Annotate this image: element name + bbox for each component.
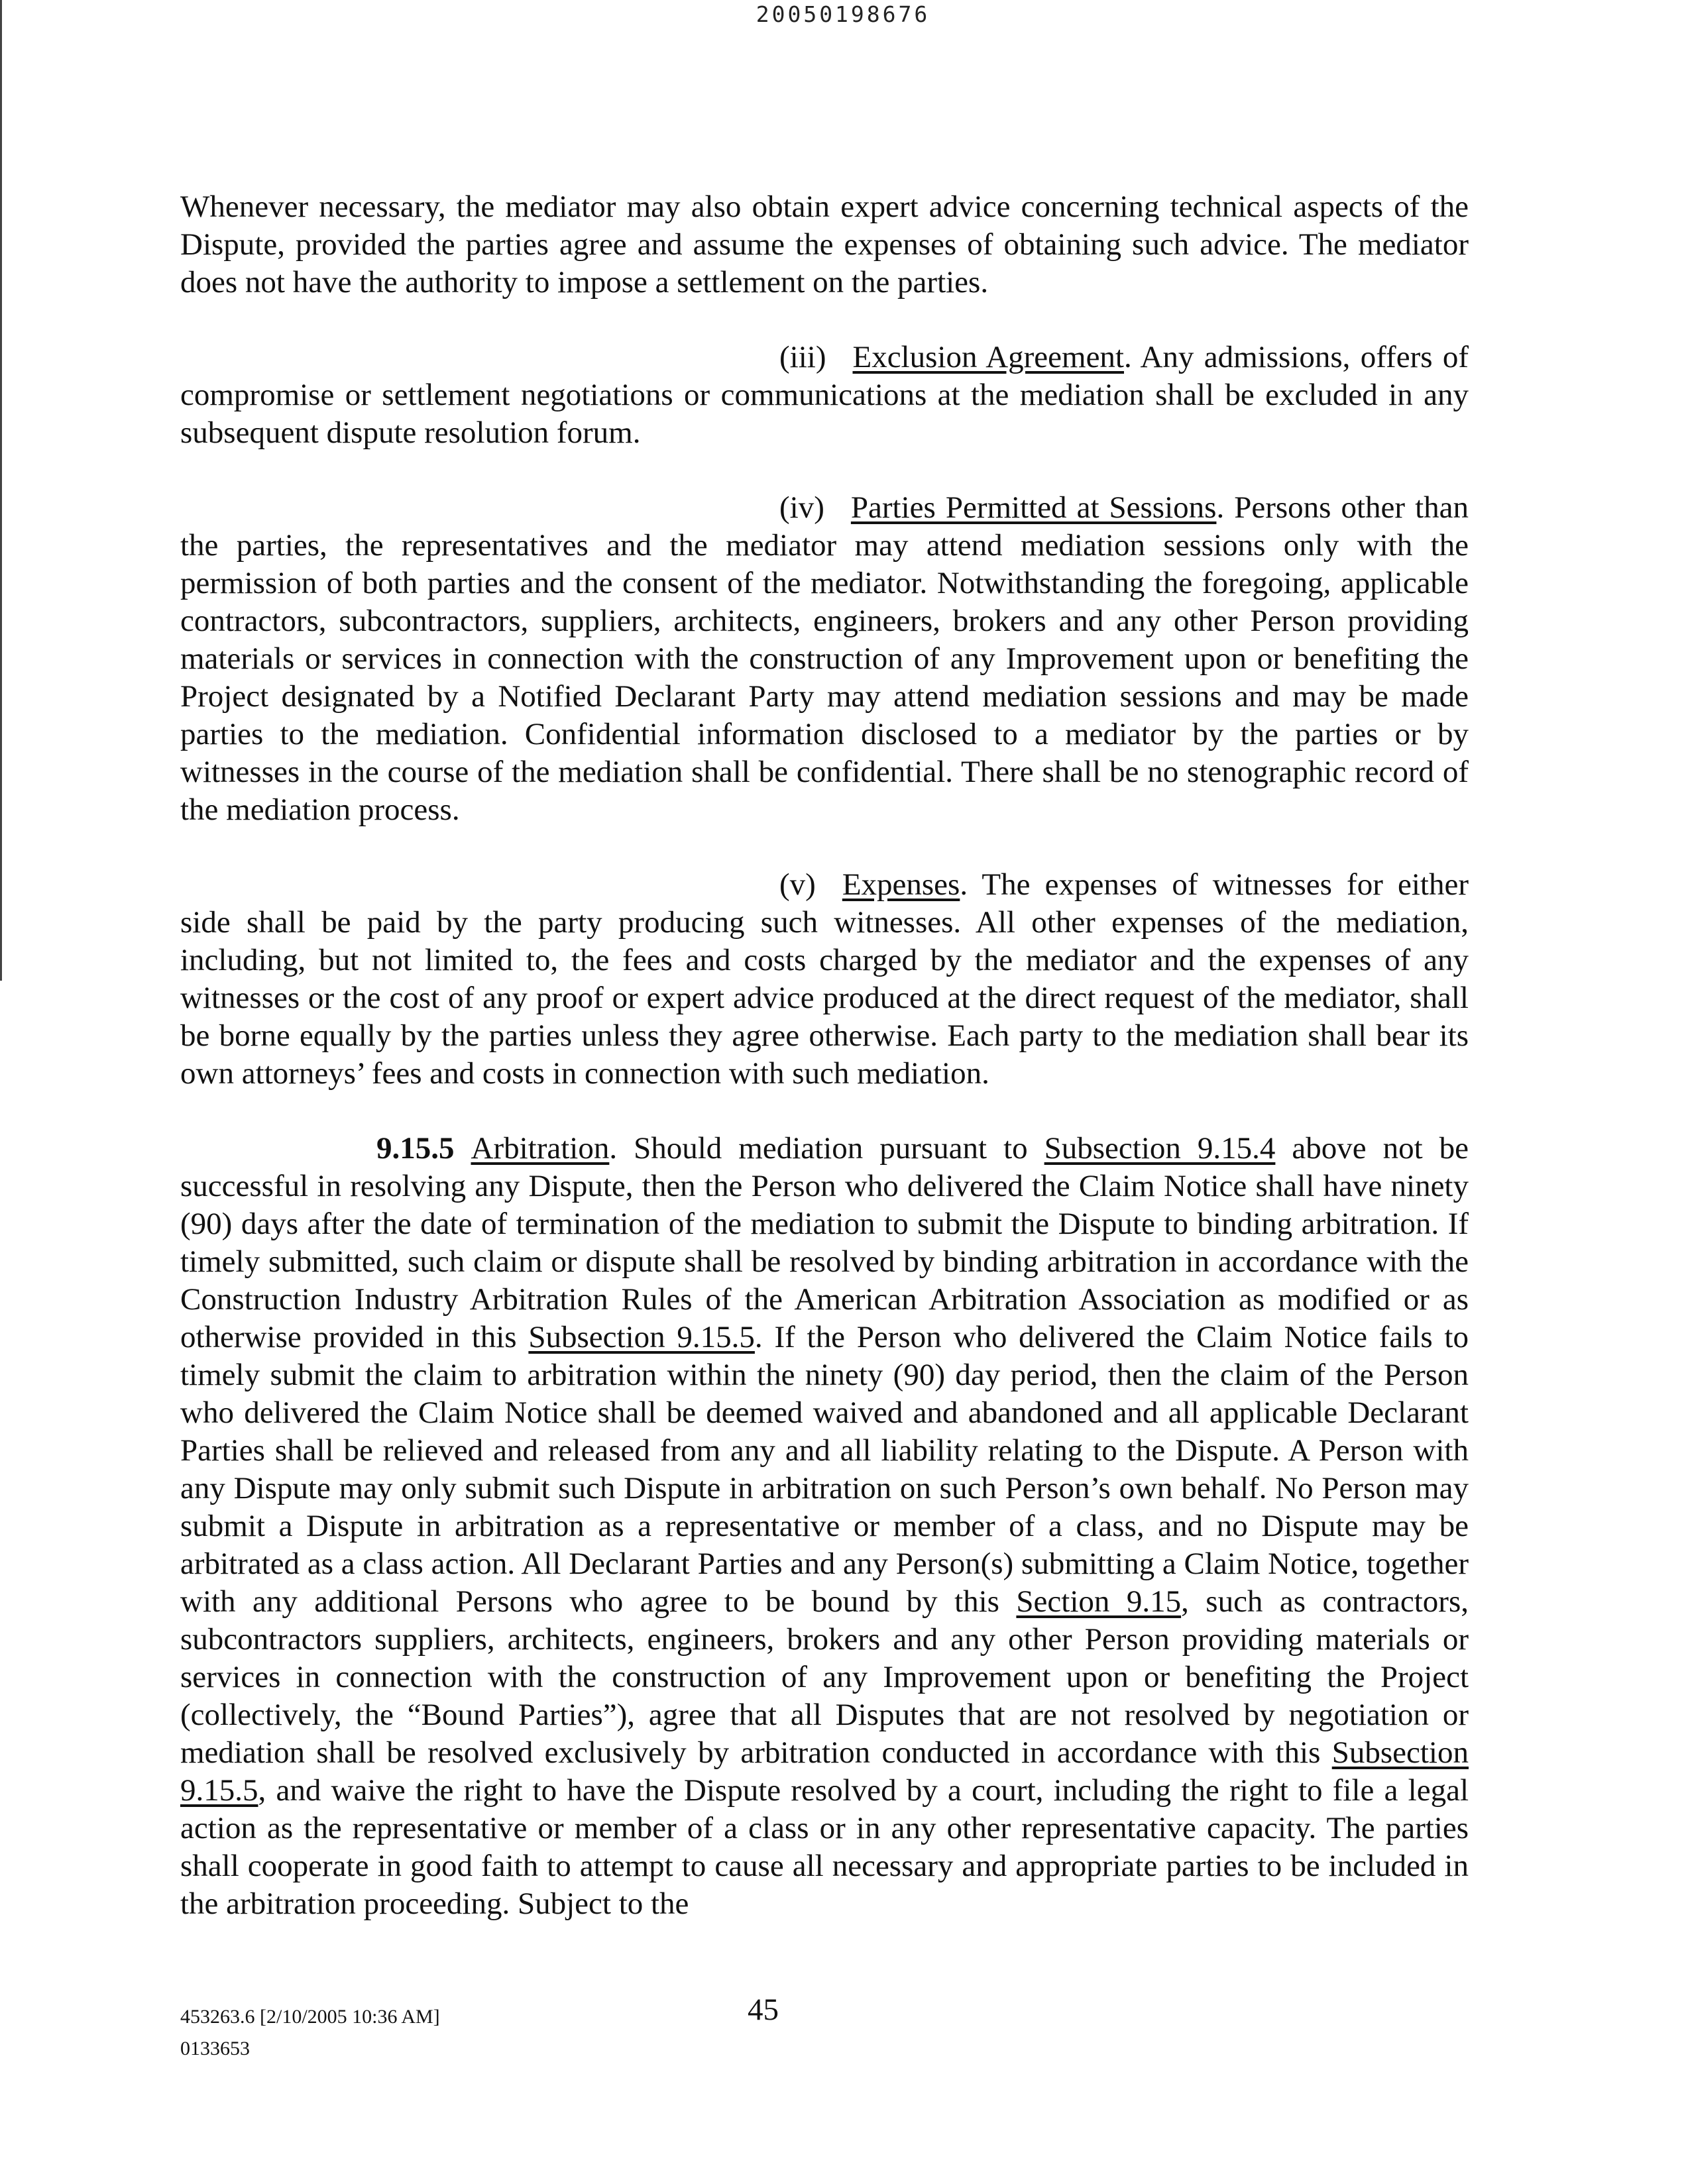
item-number: (v) xyxy=(779,867,816,902)
paragraph-text: . Any admissions, offers of compromise or settlement negotiations or communications at the mediation shall be excluded in any subsequent dispute resolution forum. xyxy=(180,340,1469,450)
cross-reference: Subsection 9.15.5 xyxy=(528,1320,755,1354)
paragraph-text: , such as contractors, subcontractors suppliers, architects, engineers, brokers and any other Person providing materials or services in connection with the construction of any Improvement upon or benefiting the Project (collectively, the “Bound Parties”), agree that all Disputes that are not resolved by negotiation or mediation shall be resolved exclusively by arbitration conducted in accordance with this xyxy=(180,1584,1469,1770)
paragraph-text: Whenever necessary, the mediator may also obtain expert advice concerning technical aspects of the Dispute, provided the parties agree and assume the expenses of obtaining such advice. The mediator does not have the authority to impose a settlement on the parties. xyxy=(180,190,1469,300)
document-number: 20050198676 xyxy=(756,1,930,27)
paragraph-text: above not be successful in resolving any Dispute, then the Person who delivered the Claim Notice shall have ninety (90) days after the date of termination of the mediation to submit the Dispute to binding arbitration. If timely submitted, such claim or dispute shall be resolved by binding arbitration in accordance with the Construction Industry Arbitration Rules of the American Arbitration Association as modified or as otherwise provided in this xyxy=(180,1131,1469,1354)
paragraph-text: . Persons other than the parties, the representatives and the mediator may attend mediation sessions only with the permission of both parties and the consent of the mediator. Notwithstanding the foregoing, applicable contractors, subcontractors, suppliers, architects, engineers, brokers and any other Person providing materials or services in connection with the construction of any Improvement upon or benefiting the Project designated by a Notified Declarant Party may attend mediation sessions and may be made parties to the mediation. Confidential information disclosed to a mediator by the parties or by witnesses in the course of the mediation shall be confidential. There shall be no stenographic record of the mediation process. xyxy=(180,490,1469,827)
document-body xyxy=(180,188,1469,1960)
paragraph-mediator-advice xyxy=(180,188,1469,301)
section-heading: Arbitration xyxy=(471,1131,610,1166)
paragraph-arbitration xyxy=(180,1130,1469,1923)
item-number: (iv) xyxy=(779,490,824,525)
cross-reference: Section 9.15 xyxy=(1016,1584,1182,1619)
paragraph-expenses xyxy=(180,866,1469,1093)
page-number: 45 xyxy=(748,1993,779,2027)
scan-edge-line xyxy=(0,0,2,981)
footer-reference xyxy=(180,2001,440,2065)
item-number: (iii) xyxy=(779,340,826,374)
footer-file-number: 0133653 xyxy=(180,2038,250,2059)
paragraph-text: . Should mediation pursuant to xyxy=(609,1131,1044,1166)
section-heading: Expenses xyxy=(842,867,960,902)
paragraph-text: . If the Person who delivered the Claim Notice fails to timely submit the claim to arbitration within the ninety (90) day period, then the claim of the Person who delivered the Claim Notice shall be deemed waived and abandoned and all applicable Declarant Parties shall be relieved and released from any and all liability relating to the Dispute. A Person with any Dispute may only submit such Dispute in arbitration on such Person’s own behalf. No Person may submit a Dispute in arbitration as a representative or member of a class, and no Dispute may be arbitrated as a class action. All Declarant Parties and any Person(s) submitting a Claim Notice, together with any additional Persons who agree to be bound by this xyxy=(180,1320,1469,1619)
paragraph-text: . The expenses of witnesses for either side shall be paid by the party producing such witnesses. All other expenses of the mediation, including, but not limited to, the fees and costs charged by the mediator and the expenses of any witnesses or the cost of any proof or expert advice produced at the direct request of the mediator, shall be borne equally by the parties unless they agree otherwise. Each party to the mediation shall bear its own attorneys’ fees and costs in connection with such mediation. xyxy=(180,867,1469,1091)
cross-reference: Subsection 9.15.4 xyxy=(1044,1131,1276,1166)
cross-reference: Subsection 9.15.5 xyxy=(180,1735,1469,1808)
paragraph-parties-permitted xyxy=(180,489,1469,829)
section-number: 9.15.5 xyxy=(376,1131,455,1166)
section-heading: Exclusion Agreement xyxy=(852,340,1124,374)
paragraph-exclusion-agreement xyxy=(180,339,1469,452)
footer-doc-ref: 453263.6 [2/10/2005 10:36 AM] xyxy=(180,2006,440,2028)
paragraph-text: , and waive the right to have the Dispute resolved by a court, including the right to file a legal action as the representative or member of a class or in any other representative capacity. The parties shall cooperate in good faith to attempt to cause all necessary and appropriate parties to be included in the arbitration proceeding. Subject to the xyxy=(180,1773,1469,1921)
section-heading: Parties Permitted at Sessions xyxy=(850,490,1217,525)
